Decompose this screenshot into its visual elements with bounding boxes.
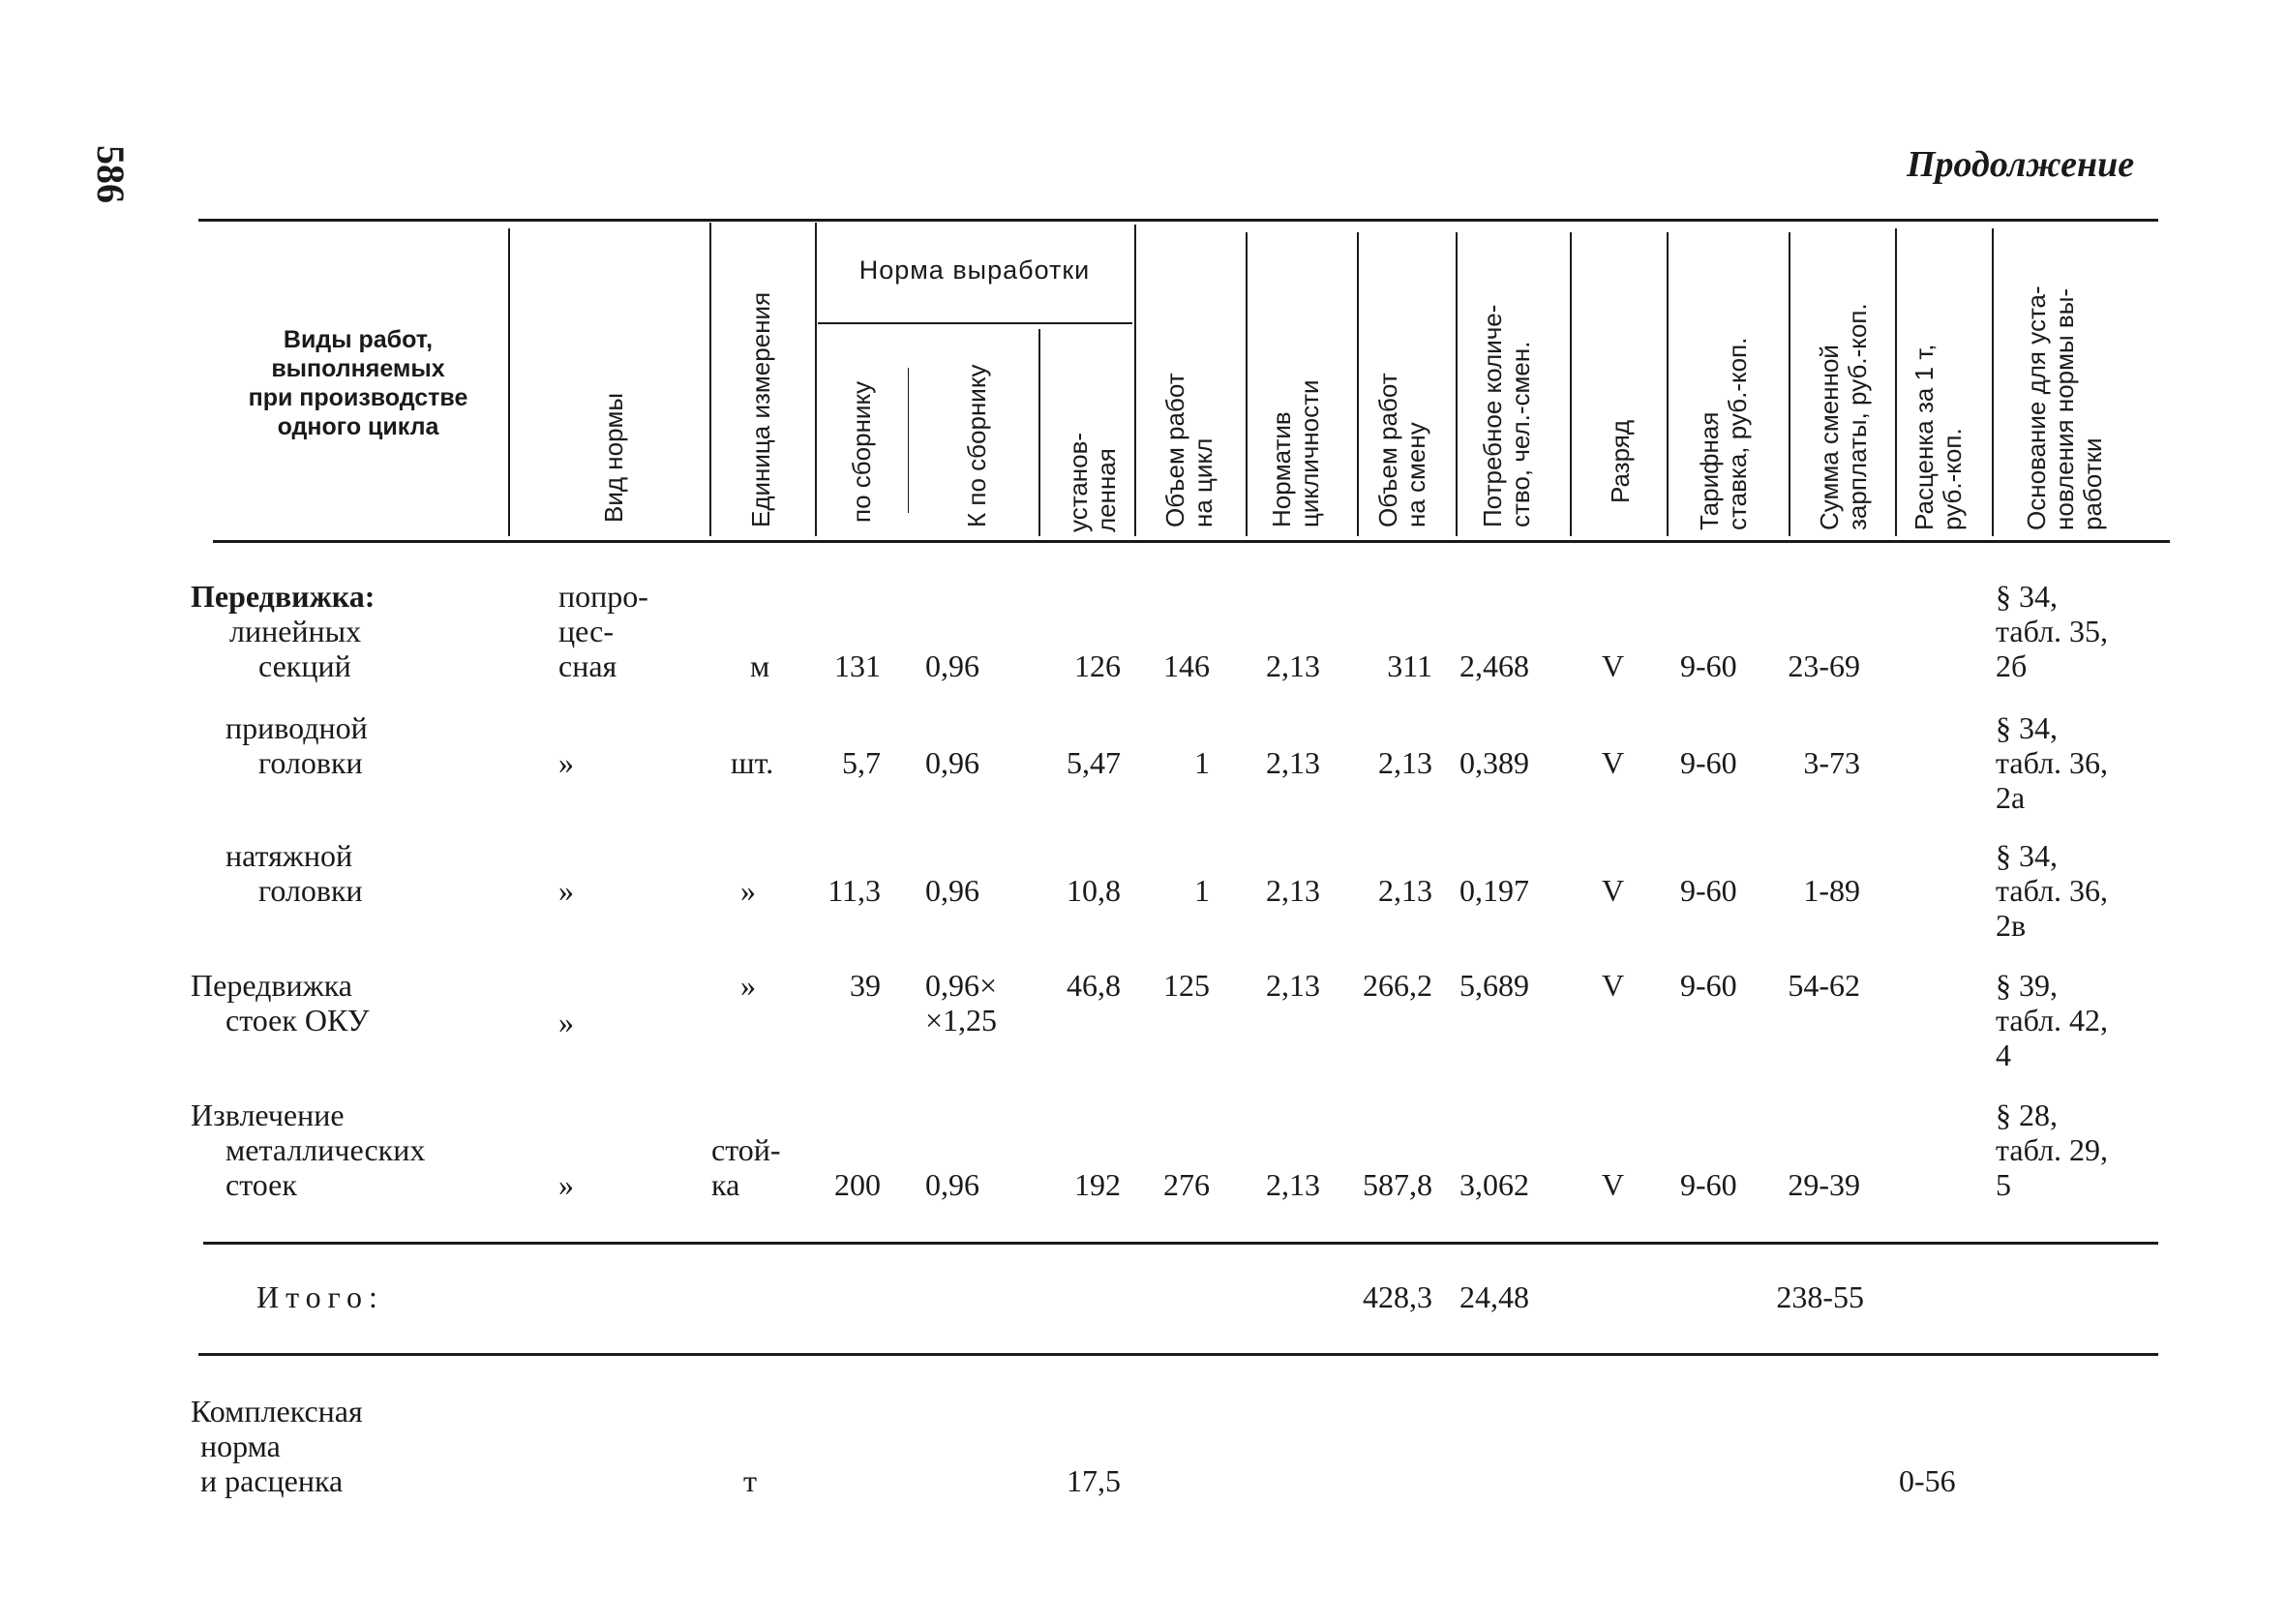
header-norm-group: Норма выработки [858, 256, 1091, 285]
grade-cell: V [1602, 1167, 1625, 1202]
established-cell: 10,8 [1067, 873, 1121, 908]
norm-type-cell: » [558, 1167, 574, 1202]
complex-price-per-t: 0-56 [1899, 1463, 1956, 1498]
col-divider [1456, 232, 1458, 536]
header-work-types: Виды работ, выполняемых при производстве одного цикла [248, 326, 468, 440]
cyclicity-cell: 2,13 [1266, 873, 1320, 908]
header-price-per-t: Расценка за 1 т, руб.-коп. [1910, 344, 1967, 530]
basis-cell: § 34, табл. 36, 2в [1996, 838, 2109, 943]
work-type-cell: Извлечение металлических стоек [191, 1098, 426, 1202]
cyclicity-cell: 2,13 [1266, 1167, 1320, 1202]
complex-unit: т [743, 1463, 757, 1498]
col-divider [1246, 232, 1248, 536]
page-number: 586 [89, 145, 133, 203]
by-collection-cell: 39 [850, 968, 881, 1003]
total-top-rule [203, 1242, 2158, 1245]
header-need: Потребное количе- ство, чел.-смен. [1478, 304, 1535, 527]
col-divider [1357, 232, 1359, 536]
grade-cell: V [1602, 873, 1625, 908]
grade-cell: V [1602, 745, 1625, 780]
grade-cell: V [1602, 968, 1625, 1003]
tariff-cell: 9-60 [1680, 1167, 1737, 1202]
need-cell: 5,689 [1459, 968, 1529, 1003]
header-cyclicity: Норматив цикличности [1267, 379, 1324, 527]
wage-cell: 54-62 [1788, 968, 1860, 1003]
norm-type-cell: » [558, 1005, 574, 1039]
by-collection-cell: 200 [834, 1167, 881, 1202]
header-volume-shift: Объем работ на смену [1373, 373, 1430, 527]
volume-shift-cell: 2,13 [1378, 873, 1432, 908]
by-collection-cell: 131 [834, 648, 881, 683]
basis-cell: § 34, табл. 35, 2б [1996, 579, 2109, 683]
col-divider [709, 223, 711, 536]
col-divider [1992, 228, 1994, 536]
work-type-cell: Передвижка: линейных секций [191, 579, 376, 683]
work-type-cell: натяжной головки [226, 838, 363, 908]
k-cell: 0,96 [925, 873, 979, 908]
work-type-cell: Передвижка стоек ОКУ [191, 968, 370, 1038]
col-divider [1570, 232, 1572, 536]
established-cell: 46,8 [1067, 968, 1121, 1003]
established-cell: 5,47 [1067, 745, 1121, 780]
k-cell: 0,96× ×1,25 [925, 968, 998, 1038]
need-cell: 0,389 [1459, 745, 1529, 780]
col-divider [1038, 329, 1040, 536]
volume-shift-cell: 587,8 [1363, 1167, 1432, 1202]
wage-cell: 29-39 [1788, 1167, 1860, 1202]
header-tariff: Тарифная ставка, руб.-коп. [1695, 337, 1752, 530]
tariff-cell: 9-60 [1680, 648, 1737, 683]
col-divider [908, 368, 909, 513]
total-volume-shift: 428,3 [1363, 1279, 1432, 1314]
col-divider [508, 228, 510, 536]
header-bottom-rule [213, 540, 2170, 543]
unit-cell: » [740, 873, 756, 908]
total-label: Итого: [256, 1279, 384, 1314]
header-wage: Сумма сменной зарплаты, руб.-коп. [1815, 303, 1872, 530]
volume-shift-cell: 311 [1387, 648, 1432, 683]
table-top-rule [198, 219, 2158, 222]
norm-type-cell: попро- цес- сная [558, 579, 648, 683]
continuation-label: Продолжение [1907, 144, 2135, 185]
col-divider [1895, 228, 1897, 536]
volume-shift-cell: 2,13 [1378, 745, 1432, 780]
col-divider [1789, 232, 1790, 536]
tariff-cell: 9-60 [1680, 745, 1737, 780]
need-cell: 2,468 [1459, 648, 1529, 683]
basis-cell: § 39, табл. 42, 4 [1996, 968, 2109, 1072]
unit-cell: стой- ка [711, 1132, 781, 1202]
need-cell: 3,062 [1459, 1167, 1529, 1202]
volume-cycle-cell: 125 [1163, 968, 1210, 1003]
norm-group-rule [818, 322, 1132, 324]
k-cell: 0,96 [925, 1167, 979, 1202]
tariff-cell: 9-60 [1680, 873, 1737, 908]
header-grade: Разряд [1606, 420, 1635, 503]
volume-cycle-cell: 146 [1163, 648, 1210, 683]
complex-label: Комплексная норма и расценка [191, 1394, 363, 1498]
header-established: установ- ленная [1064, 432, 1121, 532]
grade-cell: V [1602, 648, 1625, 683]
header-norm-type: Вид нормы [599, 392, 628, 523]
total-bottom-rule [198, 1353, 2158, 1356]
volume-cycle-cell: 1 [1194, 745, 1210, 780]
by-collection-cell: 5,7 [842, 745, 881, 780]
volume-shift-cell: 266,2 [1363, 968, 1432, 1003]
basis-cell: § 34, табл. 36, 2а [1996, 710, 2109, 815]
norm-type-cell: » [558, 745, 574, 780]
norm-type-cell: » [558, 873, 574, 908]
cyclicity-cell: 2,13 [1266, 968, 1320, 1003]
cyclicity-cell: 2,13 [1266, 648, 1320, 683]
header-by-collection: по сборнику [847, 380, 876, 523]
unit-cell: м [750, 648, 770, 683]
total-wage: 238-55 [1776, 1279, 1864, 1314]
need-cell: 0,197 [1459, 873, 1529, 908]
col-divider [1667, 232, 1669, 536]
volume-cycle-cell: 276 [1163, 1167, 1210, 1202]
header-volume-cycle: Объем работ на цикл [1160, 373, 1218, 527]
wage-cell: 23-69 [1788, 648, 1860, 683]
by-collection-cell: 11,3 [827, 873, 881, 908]
cyclicity-cell: 2,13 [1266, 745, 1320, 780]
wage-cell: 1-89 [1803, 873, 1860, 908]
unit-cell: шт. [731, 745, 774, 780]
basis-cell: § 28, табл. 29, 5 [1996, 1098, 2109, 1202]
k-cell: 0,96 [925, 745, 979, 780]
header-unit: Единица измерения [746, 291, 775, 527]
col-divider [1134, 225, 1136, 536]
total-need: 24,48 [1459, 1279, 1529, 1314]
wage-cell: 3-73 [1803, 745, 1860, 780]
k-cell: 0,96 [925, 648, 979, 683]
established-cell: 126 [1074, 648, 1121, 683]
volume-cycle-cell: 1 [1194, 873, 1210, 908]
work-type-cell: приводной головки [226, 710, 368, 780]
header-k-by-collection: К по сборнику [962, 364, 991, 527]
header-basis: Основание для уста- новления нормы вы- работки [2022, 286, 2107, 530]
established-cell: 192 [1074, 1167, 1121, 1202]
unit-cell: » [740, 968, 756, 1003]
complex-established: 17,5 [1067, 1463, 1121, 1498]
tariff-cell: 9-60 [1680, 968, 1737, 1003]
